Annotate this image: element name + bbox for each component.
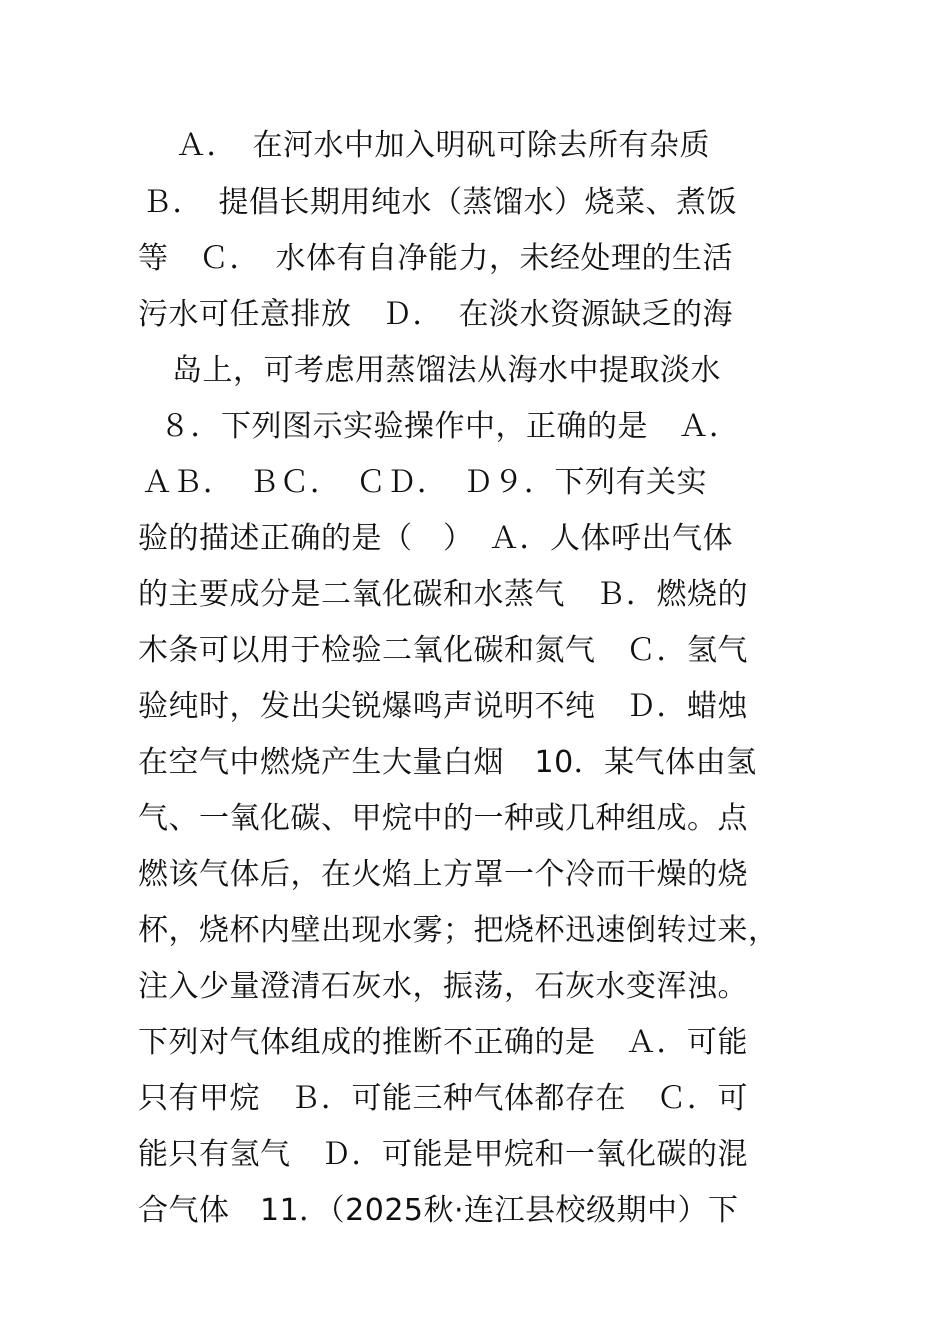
text-line-2: Ｂ． 提倡长期用纯水（蒸馏水）烧菜、煮饭 bbox=[142, 185, 737, 220]
text-line-4: 污水可任意排放 Ｄ． 在淡水资源缺乏的海 bbox=[138, 297, 733, 332]
text-line-3: 等 Ｃ． 水体有自净能力，未经处理的生活 bbox=[138, 241, 733, 276]
text-line-15: 杯，烧杯内壁出现水雾；把烧杯迅速倒转过来， bbox=[138, 913, 779, 948]
text-line-1: Ａ． 在河水中加入明矾可除去所有杂质 bbox=[176, 128, 710, 163]
text-line-14: 燃该气体后，在火焰上方罩一个冷而干燥的烧 bbox=[138, 857, 748, 892]
text-line-8: 验的描述正确的是（ ） Ａ．人体呼出气体 bbox=[138, 521, 733, 556]
text-line-10: 木条可以用于检验二氧化碳和氮气 Ｃ．氢气 bbox=[138, 633, 748, 668]
text-line-19: 能只有氢气 Ｄ．可能是甲烷和一氧化碳的混 bbox=[138, 1137, 748, 1172]
text-line-7: ＡＢ． ＢＣ． ＣＤ． Ｄ９．下列有关实 bbox=[142, 465, 707, 500]
text-line-11: 验纯时，发出尖锐爆鸣声说明不纯 Ｄ．蜡烛 bbox=[138, 689, 748, 724]
text-line-16: 注入少量澄清石灰水，振荡，石灰水变浑浊。 bbox=[138, 969, 748, 1004]
text-line-13: 气、一氧化碳、甲烷中的一种或几种组成。点 bbox=[138, 801, 748, 836]
text-line-5: 岛上，可考虑用蒸馏法从海水中提取淡水 bbox=[172, 353, 721, 388]
text-line-20: 合气体 11．（2025秋·连江县校级期中）下 bbox=[138, 1193, 739, 1228]
text-line-6: ８．下列图示实验操作中，正确的是 Ａ． bbox=[160, 409, 740, 444]
text-line-18: 只有甲烷 Ｂ．可能三种气体都存在 Ｃ．可 bbox=[138, 1081, 748, 1116]
text-line-9: 的主要成分是二氧化碳和水蒸气 Ｂ．燃烧的 bbox=[138, 577, 748, 612]
text-line-17: 下列对气体组成的推断不正确的是 Ａ．可能 bbox=[138, 1025, 748, 1060]
text-line-12: 在空气中燃烧产生大量白烟 10．某气体由氢 bbox=[138, 745, 757, 780]
